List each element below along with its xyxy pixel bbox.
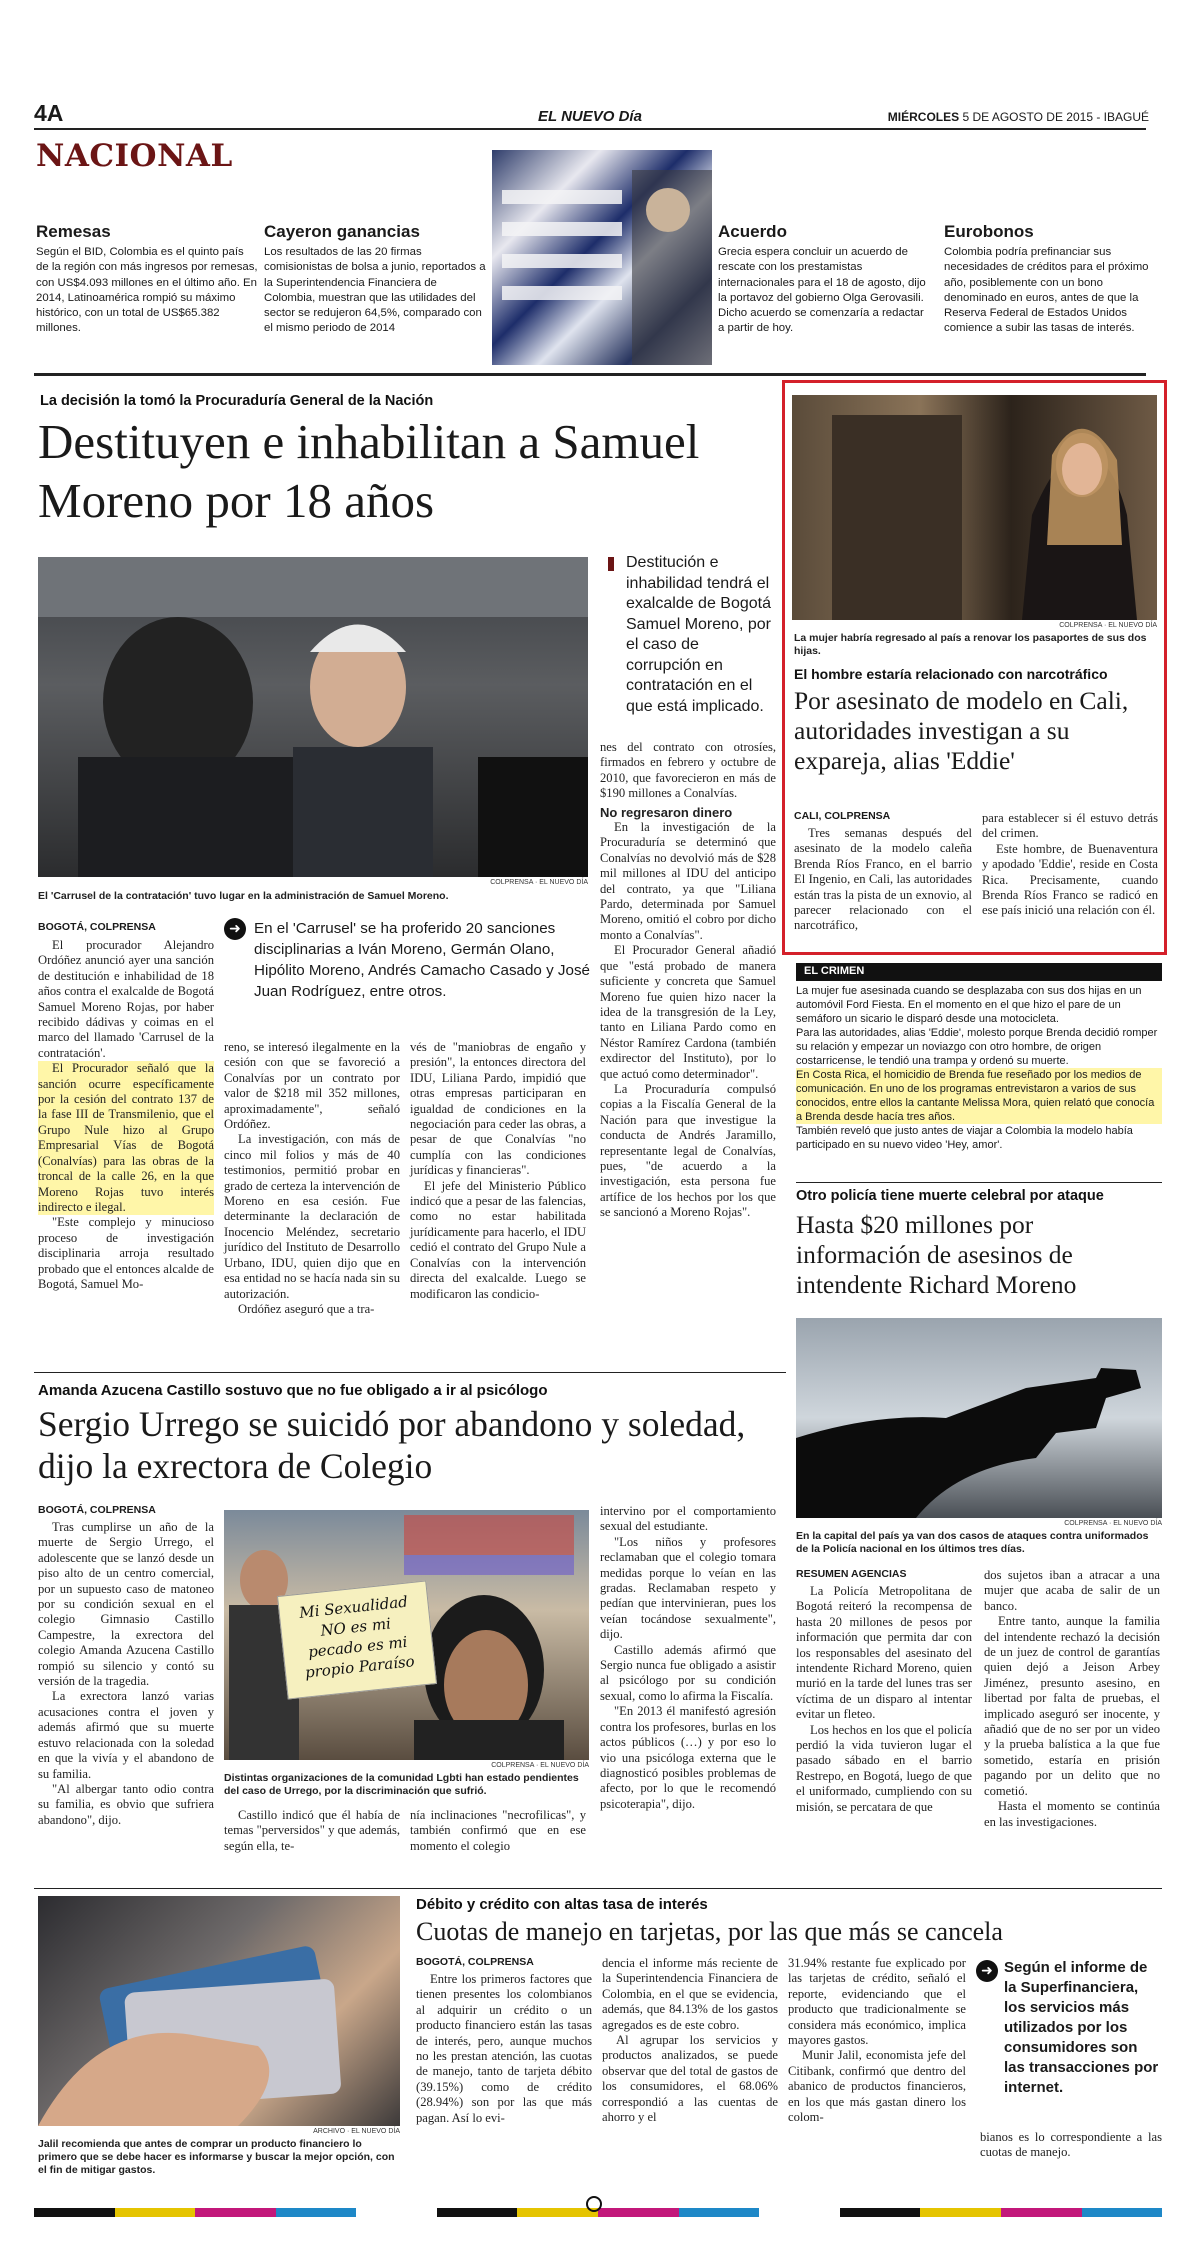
urrego-byline: BOGOTÁ, COLPRENSA bbox=[38, 1504, 156, 1516]
issue-date: MIÉRCOLES 5 DE AGOSTO DE 2015 - IBAGUÉ bbox=[887, 110, 1149, 124]
tarjetas-headline: Cuotas de manejo en tarjetas, por las que más se cancela bbox=[416, 1917, 1003, 1946]
arrow-right-icon: ➜ bbox=[976, 1960, 998, 1982]
moreno-byline: BOGOTÁ, COLPRENSA bbox=[38, 921, 156, 933]
protest-sign: Mi Sexualidad NO es mi pecado es mi propio Paraíso bbox=[277, 1580, 437, 1699]
tarjetas-col-1: Entre los primeros factores que tienen presentes los colombianos al adquirir un crédito o un producto financiero están las tasas de interés, pero, aunque muchos no les prestan atención, las cuotas de manejo, tanto de tarjeta débito (39.15%) como de crédito (28.94%) son por las que más pagan. Así lo evi- bbox=[416, 1972, 592, 2125]
newspaper-logo: EL NUEVO Día bbox=[538, 108, 642, 125]
tarjetas-col-3: 31.94% restante fue explicado por las tarjetas de crédito, señaló el reporte, evidenciando que el producto que tradicionalmente se considera más económico, implica mayores gastos. Munir Jalil, economista jefe del Citibank, confirmó que dentro del abanico de productos financieros, en los que más gastan dinero los colom- bbox=[788, 1956, 966, 2125]
brief-cayeron-ganancias: Cayeron ganancias Los resultados de las 20 firmas comisionistas de bolsa a junio, reportados a la Superintendencia Financiera de Colombia, muestran que las utilidades del sector se redujeron 64,5%, comparado con el mismo periodo de 2014 bbox=[264, 222, 486, 335]
urrego-col-1: Tras cumplirse un año de la muerte de Sergio Urrego, el adolescente que se lanzó desde un piso alto de un centro comercial, por un supuesto caso de matoneo por su condición sexual en el colegio Gimnasio Castillo Campestre, la exrectora del colegio Amanda Azucena Castillo rompió su silencio y contó su versión de la tragedia. La exrectora lanzó varias acusaciones contra el joven y además afirmó que su muerte estuvo relacionada con la soledad en que la vivía y el abandono de su familia. "Al albergar tanto odio contra su familia, es obvio que sufriera abandono", dijo. bbox=[38, 1520, 214, 1827]
policia-rule bbox=[796, 1182, 1162, 1183]
greece-protest-photo bbox=[492, 150, 712, 365]
tarjetas-photo-caption: Jalil recomienda que antes de comprar un producto financiero lo primero que se debe hacer es informarse y buscar la mejor opción, con el fin de mitigar gastos. bbox=[38, 2138, 395, 2176]
modelo-photo bbox=[792, 395, 1157, 620]
moreno-highlight-box: ➜ En el 'Carrusel' se ha proferido 20 sanciones disciplinarias a Iván Moreno, Germán Olano, Hipólito Moreno, Andrés Camacho Casado y José Juan Rodríguez, entre otros. bbox=[224, 918, 590, 1002]
moreno-headline: Destituyen e inhabilitan a Samuel Moreno por 18 años bbox=[38, 414, 700, 528]
registration-mark-icon bbox=[586, 2196, 602, 2212]
moreno-col-2: reno, se interesó ilegalmente en la cesión con que se favoreció a Conalvías por un contrato por valor de $218 mil 352 millones, aproximadamente", señaló Ordóñez. La investigación, con más de cinco mil folios y más de 40 testimonios, permitió probar en grado de certeza la intervención de Moreno en esa cesión. Fue determinante la declaración de Inocencio Meléndez, secretario jurídico del Instituto de Desarrollo Urbano, IDU, quien dijo que en esa entidad no se hacía nada sin su autorización. Ordóñez aseguró que a tra- bbox=[224, 1040, 400, 1316]
gun-icon bbox=[796, 1318, 1162, 1518]
modelo-col-1: Tres semanas después del asesinato de la modelo caleña Brenda Ríos Franco, en el barrio El Ingenio, en Cali, las autoridades están tras la pista de un exnovio, al parecer relacionado con el narcotráfico, bbox=[794, 826, 972, 933]
page-number: 4A bbox=[34, 100, 64, 126]
moreno-col-1: El procurador Alejandro Ordóñez anunció ayer una sanción de destitución e inhabilidad de 18 años contra el exalcalde de Bogotá Samuel Moreno Rojas, por haber recibido dádivas y coimas en el marco del llamado 'Carrusel de la contratación'. El Procurador señaló que la sanción ocurre específicamente por la cesión del contrato 137 de la fase III de Transmilenio, que el Grupo Nule hizo al Grupo Empresarial Vías de Bogotá (Conalvías) para las obras de la troncal de la calle 26, en la que Moreno Rojas tuvo interés indirecto e ilegal. "Este complejo y minucioso proceso de investigación disciplinaria arroja resultado probado que el entonces alcalde de Bogotá, Samuel Mo- bbox=[38, 938, 214, 1291]
header-rule bbox=[34, 128, 1146, 130]
policia-photo-caption: En la capital del país ya van dos casos de ataques contra uniformados de la Policía nacional en los últimos tres días. bbox=[796, 1530, 1149, 1555]
credit-cards-photo bbox=[38, 1896, 400, 2126]
urrego-rule bbox=[34, 1372, 786, 1373]
urrego-headline: Sergio Urrego se suicidó por abandono y soledad, dijo la exrectora de Colegio bbox=[38, 1404, 746, 1486]
tarjetas-col-4: bianos es lo correspondiente a las cuotas de manejo. bbox=[980, 2130, 1162, 2160]
urrego-photo-caption: Distintas organizaciones de la comunidad Lgbti han estado pendientes del caso de Urrego, por la discriminación que sufrió. bbox=[224, 1772, 579, 1797]
modelo-headline: Por asesinato de modelo en Cali, autoridades investigan a su expareja, alias 'Eddie' bbox=[794, 686, 1129, 775]
tarjetas-kicker: Débito y crédito con altas tasa de interés bbox=[416, 1896, 708, 1913]
policia-col-2: dos sujetos iban a atracar a una mujer que acaba de salir de un banco. Entre tanto, aunque la familia del intendente rechazó la decisión de un juez de control de garantías quien dejó a Jeison Arbey Jiménez, presunto asesino, en libertad por falta de pruebas, el implicado aseguró ser inocente, y añadió que de no ser por un video y la prueba balística a la que fue sometido, estaría en prisión pagando por un delito que no cometió. Hasta el momento se continúa en las investigaciones. bbox=[984, 1568, 1160, 1829]
modelo-photo-credit: COLPRENSA · EL NUEVO DÍA bbox=[1059, 622, 1157, 629]
moreno-col-3: vés de "maniobras de engaño y presión", la entonces directora del IDU, Liliana Pardo, impidió que otras empresas participaran en igualdad de condiciones en la negociación para ceder las obras, a pesar de que Conalvías "no cumplía con las condiciones jurídicas y financieras". El jefe del Ministerio Público indicó que a pesar de las falencias, como no estar habilitada jurídicamente para hacerlo, el IDU cedió el contrato del Grupo Nule a Conalvías con la intervención directa del exalcalde. Luego se modificaron las condicio- bbox=[410, 1040, 586, 1301]
policia-byline: RESUMEN AGENCIAS bbox=[796, 1568, 907, 1580]
brief-acuerdo: Acuerdo Grecia espera concluir un acuerdo de rescate con los prestamistas internacionales para el 18 de agosto, dijo la portavoz del gobierno Olga Gerovasili. Dicho acuerdo se comenzaría a redactar a partir de hoy. bbox=[718, 222, 926, 335]
quote-marker bbox=[608, 557, 614, 571]
moreno-kicker: La decisión la tomó la Procuraduría General de la Nación bbox=[40, 393, 434, 409]
brief-eurobonos: Eurobonos Colombia podría prefinanciar sus necesidades de créditos para el próximo año, posiblemente con un bono denominado en euros, antes de que la Reserva Federal de Estados Unidos comience a subir las tasas de interés. bbox=[944, 222, 1149, 335]
tarjetas-pullquote: ➜ Según el informe de la Superfinanciera, los servicios más utilizados por los consumidores son las transacciones por internet. bbox=[976, 1958, 1162, 2098]
modelo-photo-caption: La mujer habría regresado al país a renovar los pasaportes de sus dos hijas. bbox=[794, 632, 1147, 657]
urrego-col-3: nía inclinaciones "necrofilicas", y también confirmó que en ese momento el colegio bbox=[410, 1808, 586, 1853]
briefs-rule bbox=[34, 373, 1146, 376]
flag-icon bbox=[492, 150, 712, 365]
arrow-right-icon: ➜ bbox=[224, 918, 246, 940]
moreno-photo bbox=[38, 557, 588, 877]
modelo-kicker: El hombre estaría relacionado con narcotráfico bbox=[794, 666, 1108, 682]
gun-silhouette-photo bbox=[796, 1318, 1162, 1518]
tarjetas-rule bbox=[34, 1888, 1162, 1889]
urrego-photo-credit: COLPRENSA · EL NUEVO DÍA bbox=[491, 1762, 589, 1769]
section-title: NACIONAL bbox=[36, 138, 233, 174]
policia-photo-credit: COLPRENSA · EL NUEVO DÍA bbox=[1064, 1520, 1162, 1527]
tarjetas-col-2: dencia el informe más reciente de la Superintendencia Financiera de Colombia, en el que se evidencia, además, que 84.13% de los gastos agregados es de este cobro. Al agrupar los servicios y productos analizados, se puede observar que del total de gastos de los consumidores, el 68.06% correspondió a las cuentas de ahorro y el bbox=[602, 1956, 778, 2125]
modelo-col-2: para establecer si él estuvo detrás del crimen. Este hombre, de Buenaventura y apodado 'Eddie', reside en Costa Rica. Precisamente, cuando Brenda Ríos Franco se radicó en ese país inició una relación con él. bbox=[982, 811, 1158, 918]
moreno-photo-caption: El 'Carrusel de la contratación' tuvo lugar en la administración de Samuel Moreno. bbox=[38, 890, 449, 902]
policia-kicker: Otro policía tiene muerte celebral por ataque bbox=[796, 1188, 1104, 1204]
policia-col-1: La Policía Metropolitana de Bogotá reiteró la recompensa de hasta 20 millones de pesos por información que permita dar con los responsables del asesinato del intendente Richard Moreno, quien murió en la tarde del lunes tras ser víctima de un disparo al intentar evitar un fleteo. Los hechos en los que el policía perdió la vida tuvieron lugar el pasado sábado en el barrio Restrepo, en Bogotá, luego de que el uniformado, cumpliendo con su misión, se percatara de que bbox=[796, 1584, 972, 1814]
urrego-protest-photo bbox=[224, 1510, 589, 1760]
crimen-box: La mujer fue asesinada cuando se desplazaba con sus dos hijas en un automóvil Ford Fiesta. En el momento en el que hizo el pare de un semáforo un sicario le disparó desde una motocicleta. Para las autoridades, alias 'Eddie', molesto porque Brenda decidió romper su relación y empezar un noviazgo con otro hombre, de origen costarricense, le tendió una trampa y ordenó su muerte. En Costa Rica, el homicidio de Brenda fue reseñado por los medios de comunicación. En uno de los programas entrevistaron a varios de sus conocidos, entre ellos la cantante Melissa Mora, quien relató que conocía a Brenda desde hacía tres años. También reveló que justo antes de viajar a Colombia la modelo había participado en su nuevo video 'Hey, amor'. bbox=[796, 984, 1162, 1152]
urrego-kicker: Amanda Azucena Castillo sostuvo que no fue obligado a ir al psicólogo bbox=[38, 1382, 548, 1399]
brief-remesas: Remesas Según el BID, Colombia es el quinto país de la región con más ingresos por remesas, con US$4.093 millones en el último año. En 2014, Latinoamérica rompió su máximo histórico, con un total de US$65.382 millones. bbox=[36, 222, 258, 335]
urrego-col-4: intervino por el comportamiento sexual del estudiante. "Los niños y profesores reclamaban que el colegio tomara medidas porque lo veían en las gradas. Reclamaban respeto y pedían que intervinieran, pues los veían tocándose sexualmente", dijo. Castillo además afirmó que Sergio nunca fue obligado a asistir al psicólogo por su condición sexual, como lo afirma la Fiscalía. "En 2013 él manifestó agresión contra los profesores, burlas en los actos públicos (…) y por eso lo vio una psicóloga externa que le diagnosticó posibles problemas de afecto, por lo que le recomendó psicoterapia", dijo. bbox=[600, 1504, 776, 1811]
tarjetas-byline: BOGOTÁ, COLPRENSA bbox=[416, 1956, 534, 1968]
tarjetas-photo-credit: ARCHIVO · EL NUEVO DÍA bbox=[313, 2128, 400, 2135]
crimen-header: EL CRIMEN bbox=[796, 963, 1162, 981]
policia-headline: Hasta $20 millones por información de asesinos de intendente Richard Moreno bbox=[796, 1210, 1077, 1299]
modelo-byline: CALI, COLPRENSA bbox=[794, 810, 891, 822]
moreno-col-4: nes del contrato con otrosíes, firmados en febrero y octubre de 2010, que favorecieron en más de $190 millones a Conalvías. No regresaron dinero En la investigación de la Procuraduría se determinó que Conalvías no devolvió más de $28 mil millones al IDU del anticipo del contrato, ya que "Liliana Pardo, determinada por Samuel Moreno, omitió el cobro por dicho monto a Conalvías". El Procurador General añadió que "está probado de manera suficiente y concreta que Samuel Moreno fue quien hizo nacer la idea de la transgresión de la Ley, tanto en Liliana Pardo como en Néstor Ramírez Cardona (también exdirector del Instituto), por lo que actuó como determinador". La Procuraduría compulsó copias a la Fiscalía General de la Nación para que investigue la conducta de Andrés Jaramillo, representante legal de Conalvías, pues, "de acuerdo a la investigación, esta persona fue artífice de los hechos por los que se sancionó a Moreno Rojas". bbox=[600, 740, 776, 1220]
moreno-photo-credit: COLPRENSA · EL NUEVO DÍA bbox=[490, 879, 588, 886]
moreno-pullquote: Destitución e inhabilidad tendrá el exalcalde de Bogotá Samuel Moreno, por el caso de corrupción en contratación en el que está implicado. bbox=[608, 553, 778, 717]
urrego-col-2: Castillo indicó que él había de temas "perversidos" y que además, según ella, te- bbox=[224, 1808, 400, 1853]
